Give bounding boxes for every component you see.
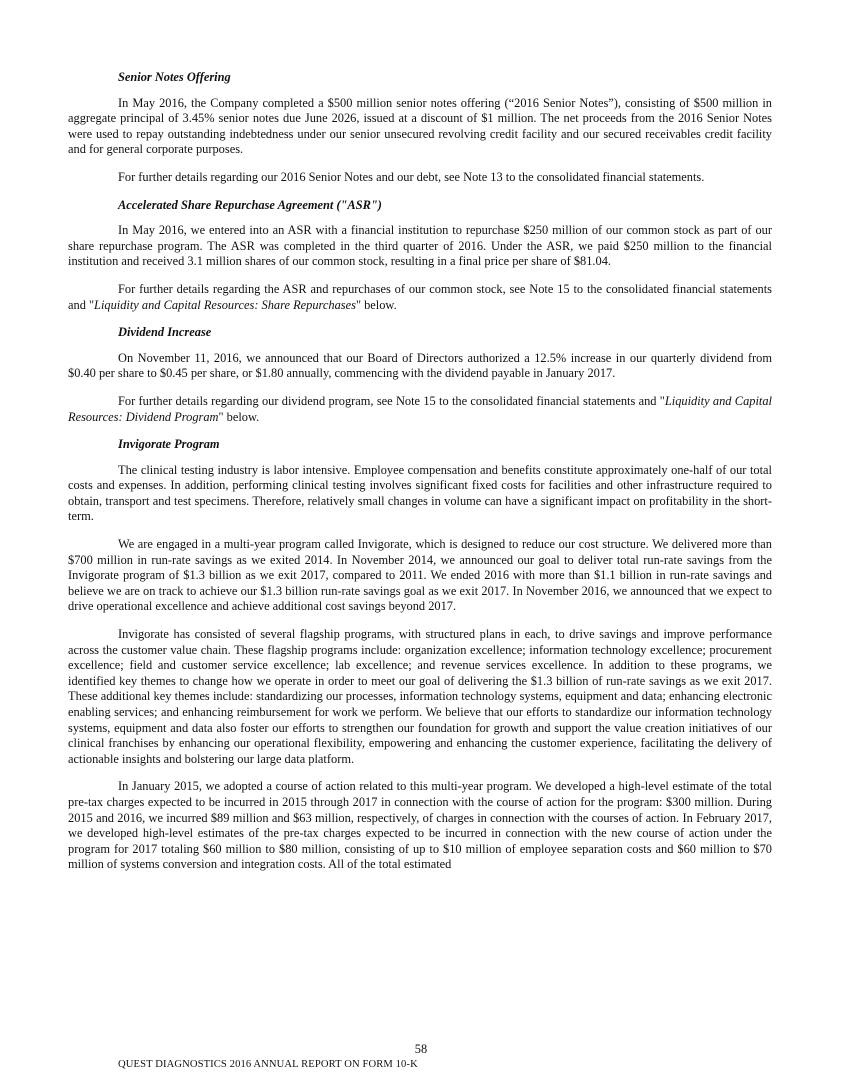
text: " below.	[355, 297, 397, 312]
document-body	[68, 70, 772, 885]
heading-senior-notes: Senior Notes Offering	[118, 70, 231, 84]
page-footer: QUEST DIAGNOSTICS 2016 ANNUAL REPORT ON FORM 10-K	[118, 1059, 418, 1070]
paragraph: On November 11, 2016, we announced that our Board of Directors authorized a 12.5% increase in our quarterly dividend from $0.40 per share to $0.45 per share, or $1.80 annually, commencing with the dividend payable in January 2017.	[68, 350, 772, 381]
heading-invigorate: Invigorate Program	[118, 437, 220, 452]
paragraph: We are engaged in a multi-year program called Invigorate, which is designed to reduce our cost structure. We delivered more than $700 million in run-rate savings as we exited 2014. In November 2014, we announced our goal to deliver total run-rate savings from the Invigorate program of $1.3 billion as we exit 2017, compared to 2011. We ended 2016 with more than $1.1 billion in run-rate savings and believe we are on track to achieve our $1.3 billion run-rate savings goal as we exit 2017. In November 2016, we announced that we expect to drive operational excellence and achieve additional cost savings beyond 2017.	[68, 537, 772, 614]
italic-reference: Liquidity and Capital Resources: Dividend Program	[68, 393, 772, 424]
paragraph: In May 2016, we entered into an ASR with a financial institution to repurchase $250 million of our common stock as part of our share repurchase program. The ASR was completed in the third quarter of 2016. Under the ASR, we paid $250 million to the financial institution and received 3.1 million shares of our common stock, resulting in a final price per share of $81.04.	[68, 223, 772, 269]
heading-asr: Accelerated Share Repurchase Agreement ("ASR")	[118, 197, 382, 212]
italic-reference: Liquidity and Capital Resources: Share Repurchases	[94, 297, 356, 312]
text: For further details regarding the ASR and repurchases of our common stock, see Note 15 to the consolidated financial statements and "	[68, 281, 772, 312]
paragraph	[68, 282, 772, 313]
paragraph: In May 2016, the Company completed a $500 million senior notes offering (“2016 Senior Notes”), consisting of $500 million in aggregate principal of 3.45% senior notes due June 2026, issued at a discount of $1 million. The net proceeds from the 2016 Senior Notes were used to repay outstanding indebtedness under our senior unsecured revolving credit facility and our secured receivables credit facility and for general corporate purposes.	[68, 95, 772, 157]
text: " below.	[218, 409, 260, 424]
text: For further details regarding our dividend program, see Note 15 to the consolidated financial statements and "	[118, 393, 665, 408]
heading-dividend: Dividend Increase	[118, 325, 212, 340]
paragraph: Invigorate has consisted of several flagship programs, with structured plans in each, to drive savings and improve performance across the customer value chain. These flagship programs include: organization excellence; information technology excellence; procurement excellence; field and customer service excellence; lab excellence; and revenue services excellence. In addition to these programs, we identified key themes to change how we operate in order to meet our goal of delivering the $1.3 billion of run-rate savings as we exit 2017. These additional key themes include: standardizing our processes, information technology systems, equipment and data; enhancing electronic enabling services; and enhancing reimbursement for work we perform. We believe that our efforts to standardize our information technology systems, equipment and data also foster our efforts to strengthen our foundation for growth and support the value creation initiatives of our clinical franchises by enhancing our operational flexibility, empowering and enhancing the customer experience, facilitating the delivery of actionable insights and bolstering our large data platform.	[68, 627, 772, 766]
paragraph: In January 2015, we adopted a course of action related to this multi-year program. We developed a high-level estimate of the total pre-tax charges expected to be incurred in 2015 through 2017 in connection with the course of action for the program: $300 million. During 2015 and 2016, we incurred $89 million and $63 million, respectively, of charges in connection with the courses of action. In February 2017, we developed high-level estimates of the pre-tax charges expected to be incurred in connection with the new course of action under the program for 2017 totaling $60 million to $80 million, consisting of up to $10 million of employee separation costs and $60 million to $70 million of systems conversion and integration costs. All of the total estimated	[68, 779, 772, 872]
paragraph	[68, 394, 772, 425]
paragraph: For further details regarding our 2016 Senior Notes and our debt, see Note 13 to the consolidated financial statements.	[118, 169, 705, 184]
paragraph: The clinical testing industry is labor intensive. Employee compensation and benefits constitute approximately one-half of our total costs and expenses. In addition, performing clinical testing involves significant fixed costs for facilities and other infrastructure required to obtain, transport and test specimens. Therefore, relatively small changes in volume can have a significant impact on profitability in the short-term.	[68, 462, 772, 524]
page-number: 58	[414, 1042, 428, 1056]
